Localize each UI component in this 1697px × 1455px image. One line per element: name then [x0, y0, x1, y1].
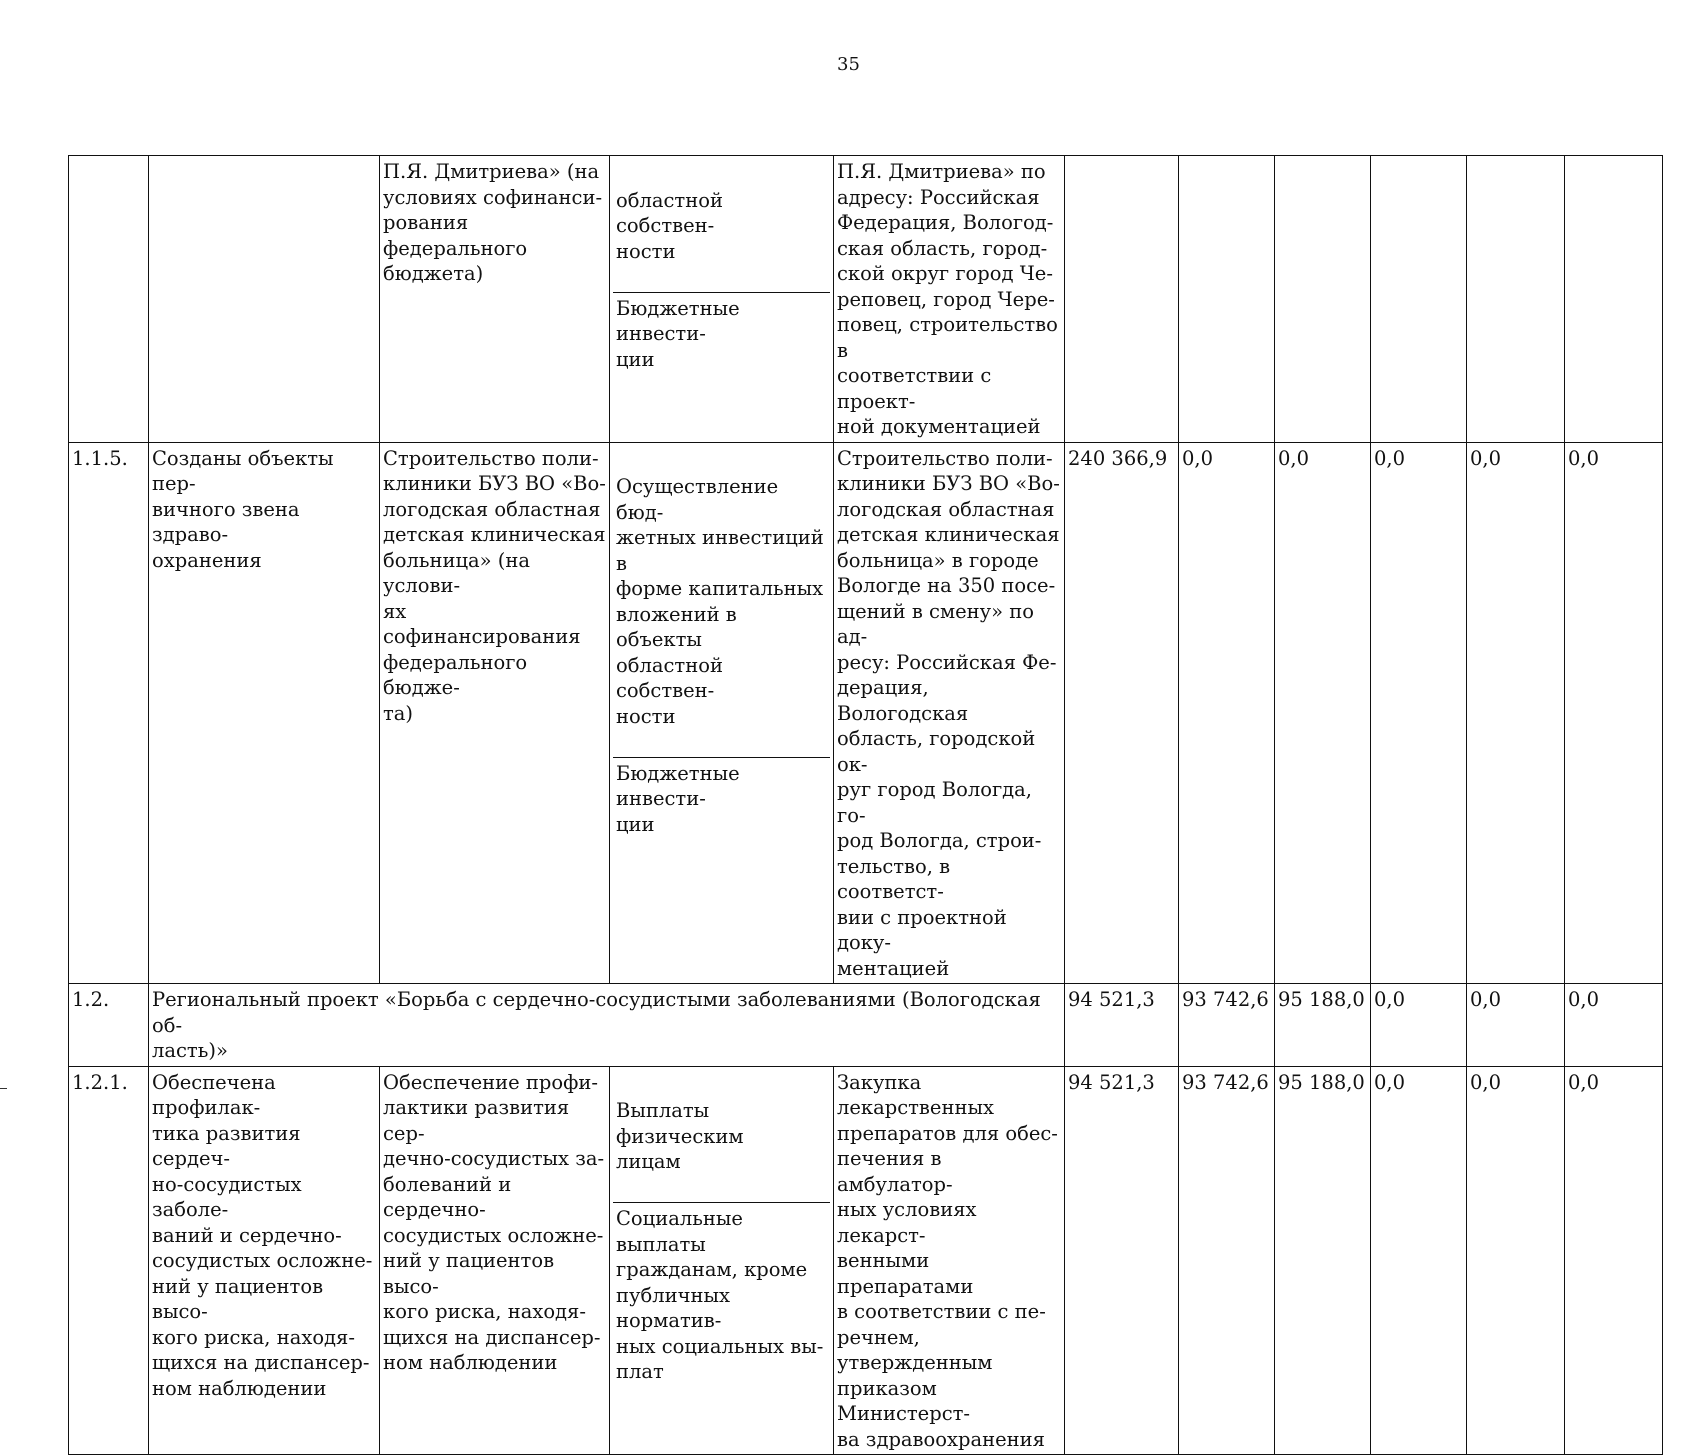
value-cell: 240 366,9 [1065, 442, 1179, 984]
value-cell: 0,0 [1467, 442, 1565, 984]
program-table [68, 155, 1663, 1455]
row-number-cell [69, 156, 149, 443]
table-row [69, 156, 1663, 443]
value-cell: 94 521,3 [1065, 984, 1179, 1067]
value-cell: 95 188,0 [1275, 1066, 1371, 1455]
table-row [69, 984, 1663, 1067]
expense-type-primary: Выплаты физическим лицам [616, 1099, 744, 1173]
result-cell: Обеспечена профилак- тика развития сердеч- но-сосудистых заболе- ваний и сердечно- сосудистых осложне- ний у пациентов высо- кого риска, находя- щихся на диспансер- ном наблюдении [149, 1066, 380, 1455]
row-number-cell: 1.2. [69, 984, 149, 1067]
expense-type-secondary: Бюджетные инвести- ции [613, 757, 830, 840]
object-cell: П.Я. Дмитриева» по адресу: Российская Федерация, Вологод- ская область, город- ской округ город Че- реповец, город Чере- повец, строительство в соответствии с проект- ной документацией [834, 156, 1065, 443]
row-number-cell: 1.2.1. [69, 1066, 149, 1455]
value-cell [1467, 156, 1565, 443]
value-cell: 0,0 [1565, 984, 1663, 1067]
result-cell [149, 156, 380, 443]
value-cell: 0,0 [1371, 984, 1467, 1067]
table-row [69, 442, 1663, 984]
value-cell [1565, 156, 1663, 443]
expense-type-secondary: Бюджетные инвести- ции [613, 292, 830, 375]
value-cell: 0,0 [1179, 442, 1275, 984]
value-cell: 93 742,6 [1179, 984, 1275, 1067]
result-cell: Созданы объекты пер- вичного звена здраво- охранения [149, 442, 380, 984]
value-cell: 94 521,3 [1065, 1066, 1179, 1455]
row-number-cell: 1.1.5. [69, 442, 149, 984]
margin-mark [0, 1088, 7, 1089]
value-cell: 95 188,0 [1275, 984, 1371, 1067]
page-number: 35 [837, 54, 860, 75]
value-cell: 0,0 [1467, 984, 1565, 1067]
expense-type-secondary: Социальные выплаты гражданам, кроме публичных норматив- ных социальных вы- плат [613, 1202, 830, 1387]
expense-type-cell [610, 1066, 834, 1455]
expense-type-cell [610, 156, 834, 443]
project-title-cell: Региональный проект «Борьба с сердечно-сосудистыми заболеваниями (Вологодская об- ласть)» [149, 984, 1065, 1067]
value-cell: 0,0 [1565, 1066, 1663, 1455]
object-cell: Закупка лекарственных препаратов для обес- печения в амбулатор- ных условиях лекарст- венными препаратами в соответствии с пе- речнем, утвержденным приказом Министерст- ва здравоохранения [834, 1066, 1065, 1455]
expense-type-primary: Осуществление бюд- жетных инвестиций в форме капитальных вложений в объекты областной собствен- ности [616, 475, 824, 728]
value-cell: 93 742,6 [1179, 1066, 1275, 1455]
value-cell: 0,0 [1275, 442, 1371, 984]
object-cell: Строительство поли- клиники БУЗ ВО «Во- логодская областная детская клиническая больница» в городе Вологде на 350 посе- щений в смену» по ад- ресу: Российская Фе- дерация, Вологодская область, городской ок- руг город Вологда, го- род Вологда, строи- тельство, в соответст- вии с проектной доку- ментацией [834, 442, 1065, 984]
expense-type-cell [610, 442, 834, 984]
expense-type-primary: областной собствен- ности [616, 188, 723, 263]
value-cell: 0,0 [1371, 442, 1467, 984]
event-cell: Обеспечение профи- лактики развития сер- дечно-сосудистых за- болеваний и сердечно- сосудистых осложне- ний у пациентов высо- кого риска, находя- щихся на диспансер- ном наблюдении [380, 1066, 610, 1455]
event-cell: П.Я. Дмитриева» (на условиях софинанси- рования федерального бюджета) [380, 156, 610, 443]
value-cell [1275, 156, 1371, 443]
table-row [69, 1066, 1663, 1455]
event-cell: Строительство поли- клиники БУЗ ВО «Во- логодская областная детская клиническая больница» (на услови- ях софинансирования федерального бюдже- та) [380, 442, 610, 984]
value-cell: 0,0 [1371, 1066, 1467, 1455]
value-cell: 0,0 [1565, 442, 1663, 984]
value-cell [1065, 156, 1179, 443]
value-cell [1371, 156, 1467, 443]
value-cell: 0,0 [1467, 1066, 1565, 1455]
value-cell [1179, 156, 1275, 443]
